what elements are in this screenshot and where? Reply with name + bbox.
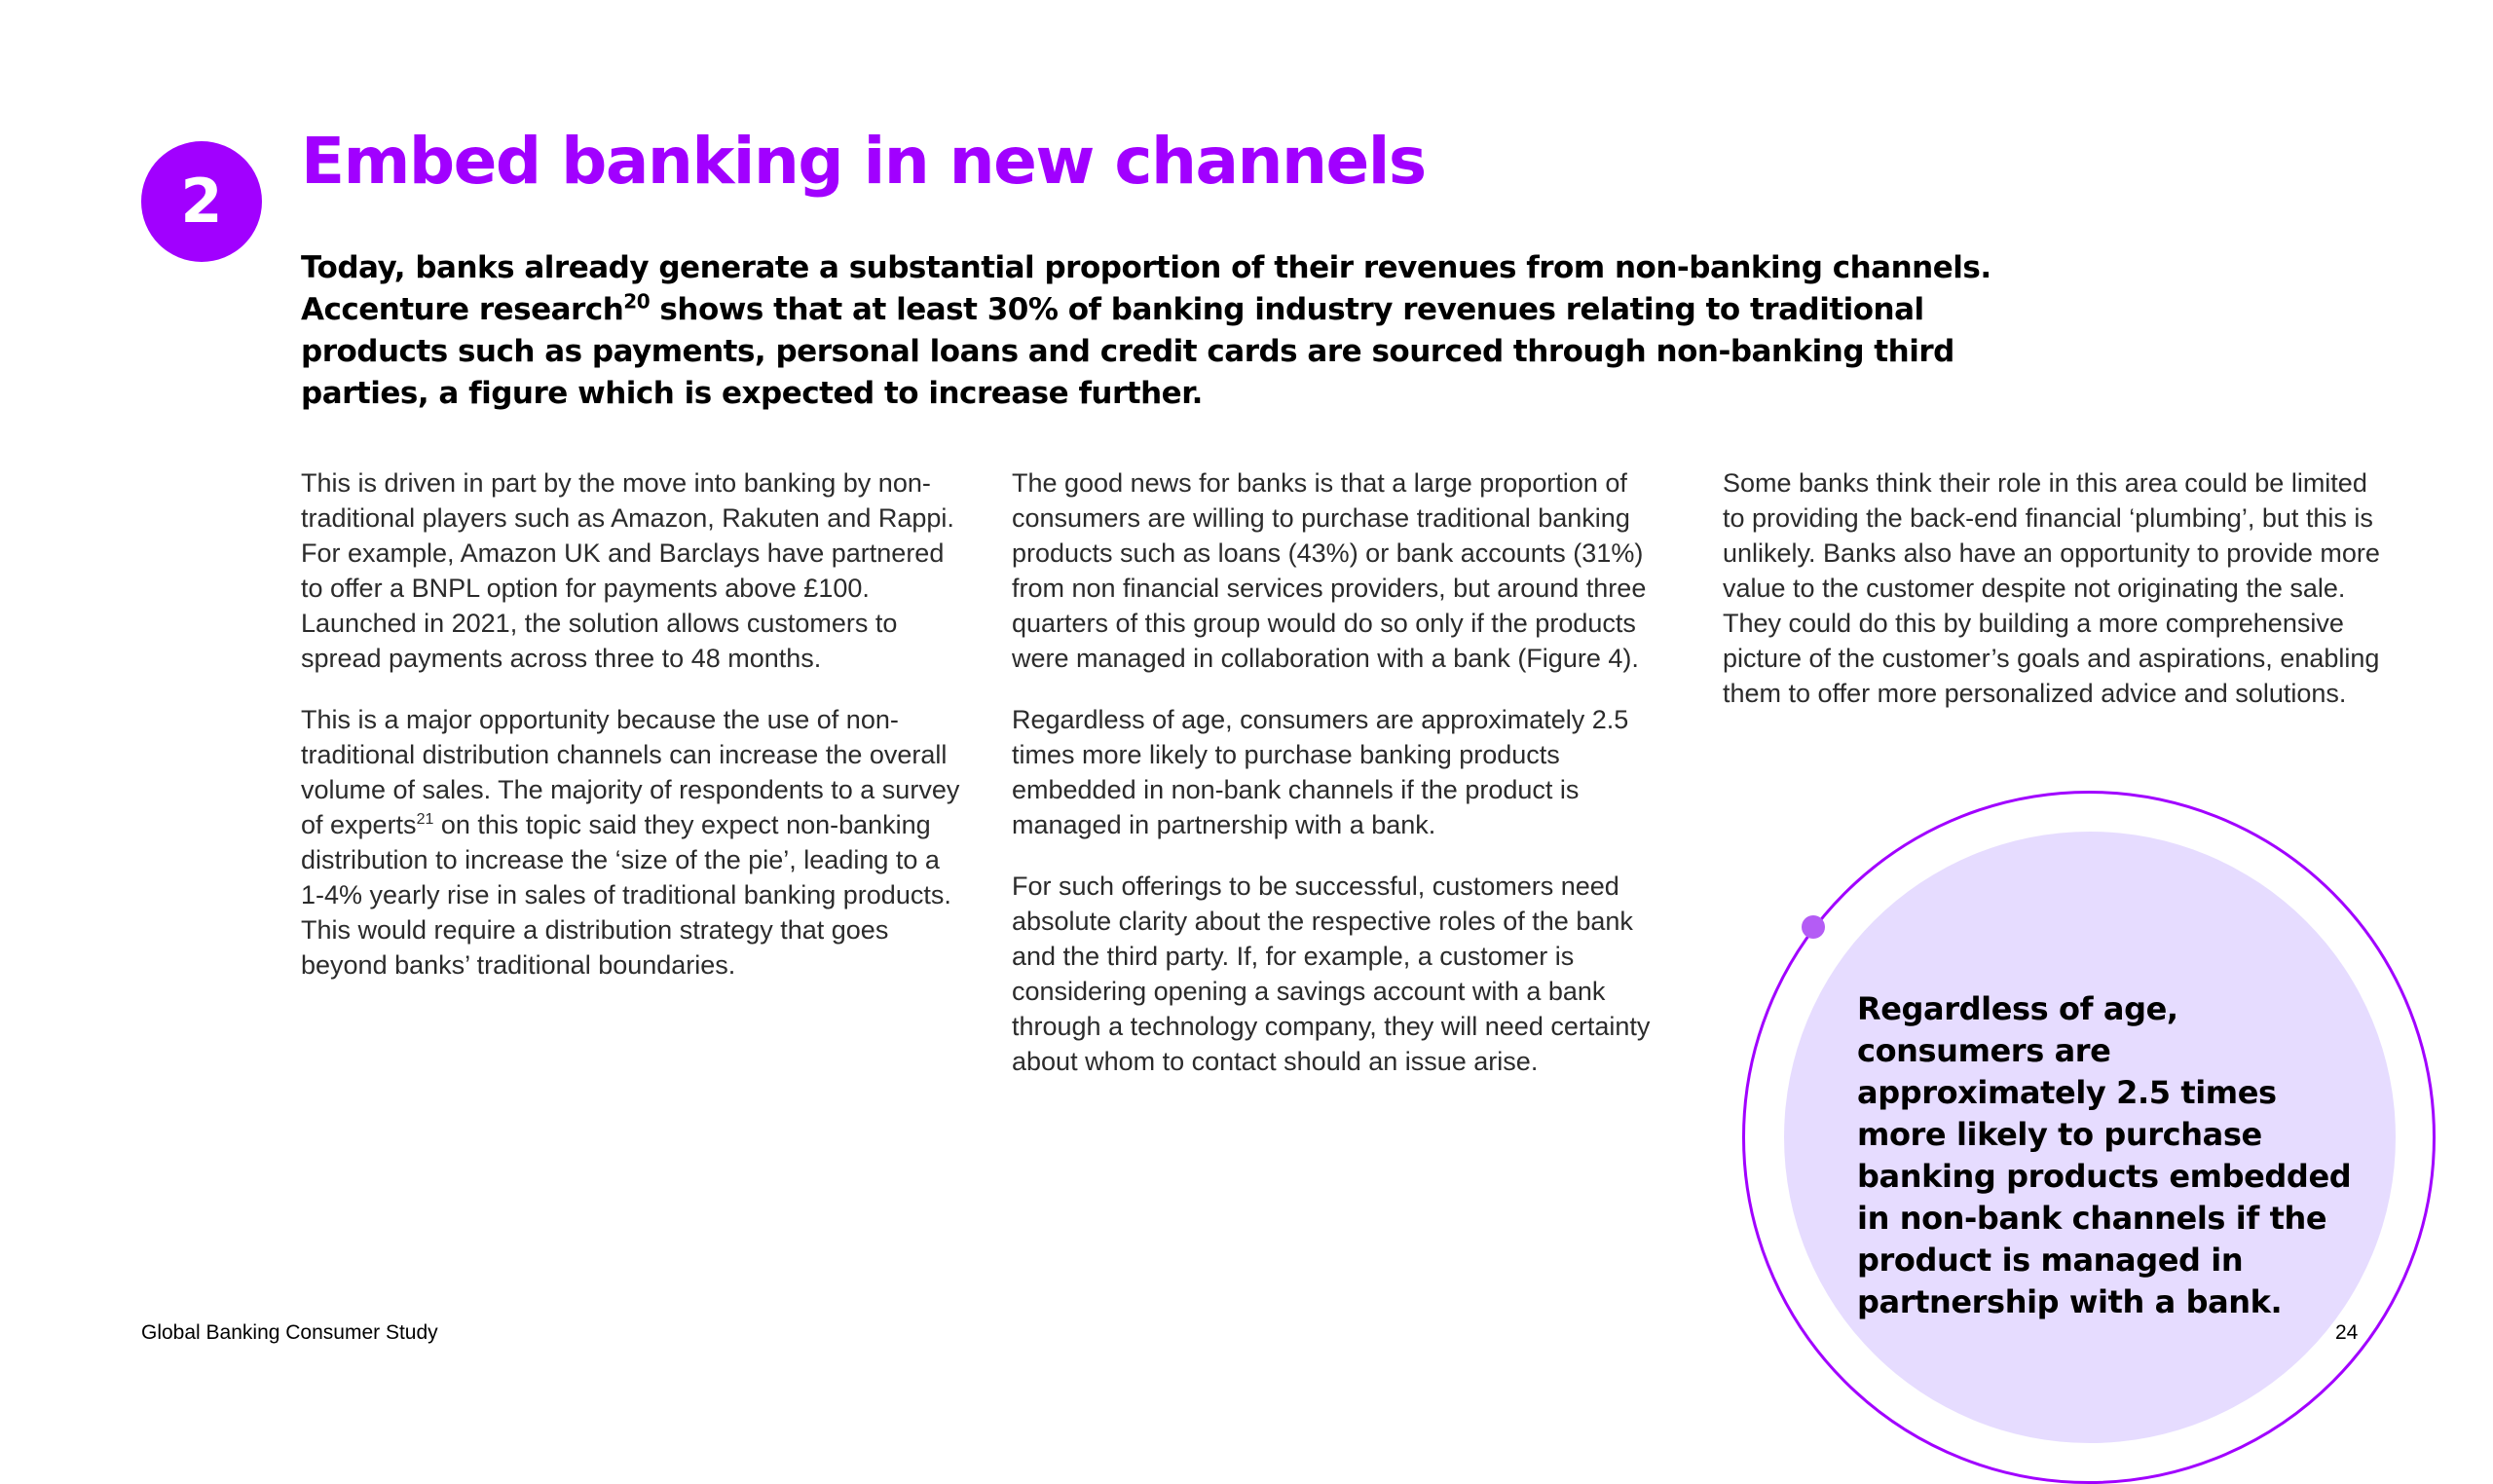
page-title: Embed banking in new channels (301, 124, 1426, 199)
body-column-2 (1012, 465, 1674, 1105)
footer-document-title: Global Banking Consumer Study (141, 1321, 438, 1344)
page-number: 24 (2335, 1321, 2359, 1344)
intro-paragraph (301, 247, 2005, 415)
column-2-paragraph-2: Regardless of age, consumers are approximately 2.5 times more likely to purchase banking products embedded in non-bank channels if the product is managed in partnership with a bank. (1012, 705, 1629, 839)
column-1-paragraph-1: This is driven in part by the move into banking by non-traditional players such as Amazon, Rakuten and Rappi. For example, Amazon UK and Barclays have partnered to offer a BNPL option for payments above £100. Launched in 2021, the solution allows customers to spread payments across three to 48 months. (301, 468, 954, 673)
section-number: 2 (180, 166, 223, 237)
intro-text-end: shows that at least 30% of banking industry revenues relating to traditional products such as payments, personal loans and credit cards are sourced through non-banking third parties, a figure which is expected to increase further. (301, 292, 1954, 411)
callout-ring-dot (1802, 915, 1825, 939)
column-2-paragraph-1: The good news for banks is that a large proportion of consumers are willing to purchase traditional banking products such as loans (43%) or bank accounts (31%) from non financial services providers, but around three quarters of this group would do so only if the products were managed in collaboration with a bank (Figure 4). (1012, 468, 1647, 673)
column-1-paragraph-2 (301, 702, 963, 983)
body-column-1 (301, 465, 963, 1009)
body-column-3 (1723, 465, 2385, 737)
intro-reference-superscript: 20 (623, 289, 651, 314)
section-number-badge (141, 141, 262, 262)
column-1-reference-superscript: 21 (416, 811, 434, 828)
column-1-paragraph-2-start: This is a major opportunity because the use of non-traditional distribution channels can increase the overall volume of sales. The majority of respondents to a survey of experts (301, 705, 960, 839)
column-3-paragraph-1: Some banks think their role in this area could be limited to providing the back-end financial ‘plumbing’, but this is unlikely. Banks also have an opportunity to provide more value to the customer despite not originating the sale. They could do this by building a more comprehensive picture of the customer’s goals and aspirations, enabling them to offer more personalized advice and solutions. (1723, 468, 2380, 708)
callout-quote: Regardless of age, consumers are approximately 2.5 times more likely to purchase banking products embedded in non-bank channels if the product is managed in partnership with a bank. (1857, 990, 2352, 1320)
column-1-paragraph-2-end: on this topic said they expect non-banking distribution to increase the ‘size of the pie’, leading to a 1-4% yearly rise in sales of traditional banking products. This would require a distribution strategy that goes beyond banks’ traditional boundaries. (301, 810, 951, 980)
intro-text-start: Today, banks already generate a substantial proportion of their revenues from non-banking channels. Accenture research (301, 250, 1991, 327)
column-2-paragraph-3: For such offerings to be successful, customers need absolute clarity about the respective roles of the bank and the third party. If, for example, a customer is considering opening a savings account with a bank through a technology company, they will need certainty about whom to contact should an issue arise. (1012, 872, 1651, 1076)
